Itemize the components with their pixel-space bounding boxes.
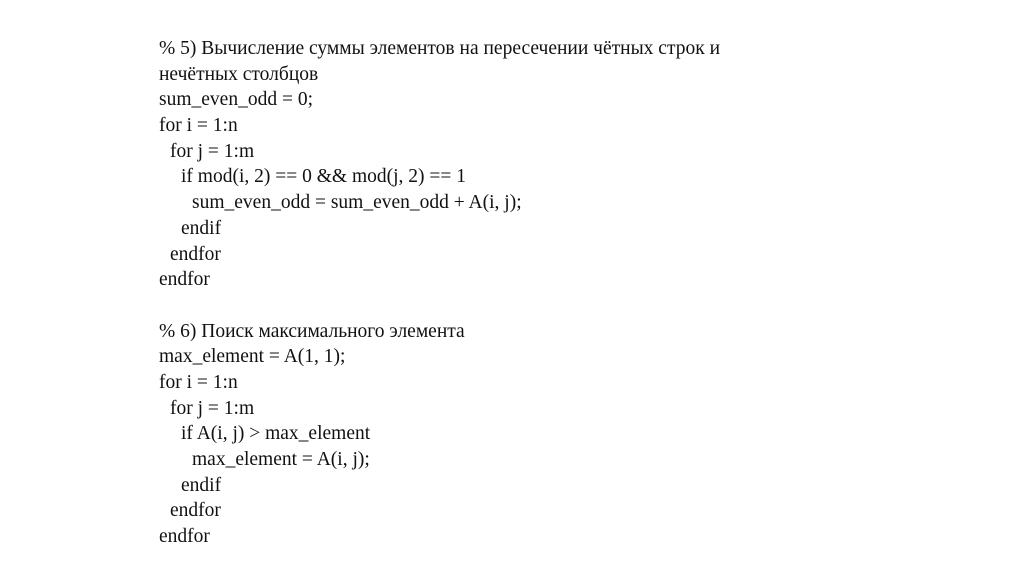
code-line: endfor [170, 243, 221, 265]
code-line: max_element = A(i, j); [192, 449, 370, 470]
code-line: if A(i, j) > max_element [181, 423, 371, 445]
code-line: for i = 1:n [159, 371, 238, 393]
code-line: endif [181, 474, 222, 496]
code-line: for j = 1:m [170, 140, 255, 162]
code-document [159, 36, 720, 550]
code-line: max_element = A(1, 1); [159, 346, 346, 368]
code-line: endif [181, 217, 222, 239]
code-line: for i = 1:n [159, 115, 238, 137]
code-line: for j = 1:m [170, 397, 255, 419]
code-line: if mod(i, 2) == 0 && mod(j, 2) == 1 [181, 166, 467, 188]
blank-line [159, 293, 720, 319]
code-line: endfor [170, 500, 221, 522]
code-line: endfor [159, 269, 210, 291]
section5-comment-cont: нечётных столбцов [159, 63, 319, 85]
section6-comment: % 6) Поиск максимального элемента [159, 320, 465, 342]
code-line: endfor [159, 526, 210, 548]
section5-comment: % 5) Вычисление суммы элементов на пересечении чётных строк и [159, 38, 721, 59]
code-line: sum_even_odd = 0; [159, 89, 313, 111]
code-line: sum_even_odd = sum_even_odd + A(i, j); [192, 192, 522, 214]
